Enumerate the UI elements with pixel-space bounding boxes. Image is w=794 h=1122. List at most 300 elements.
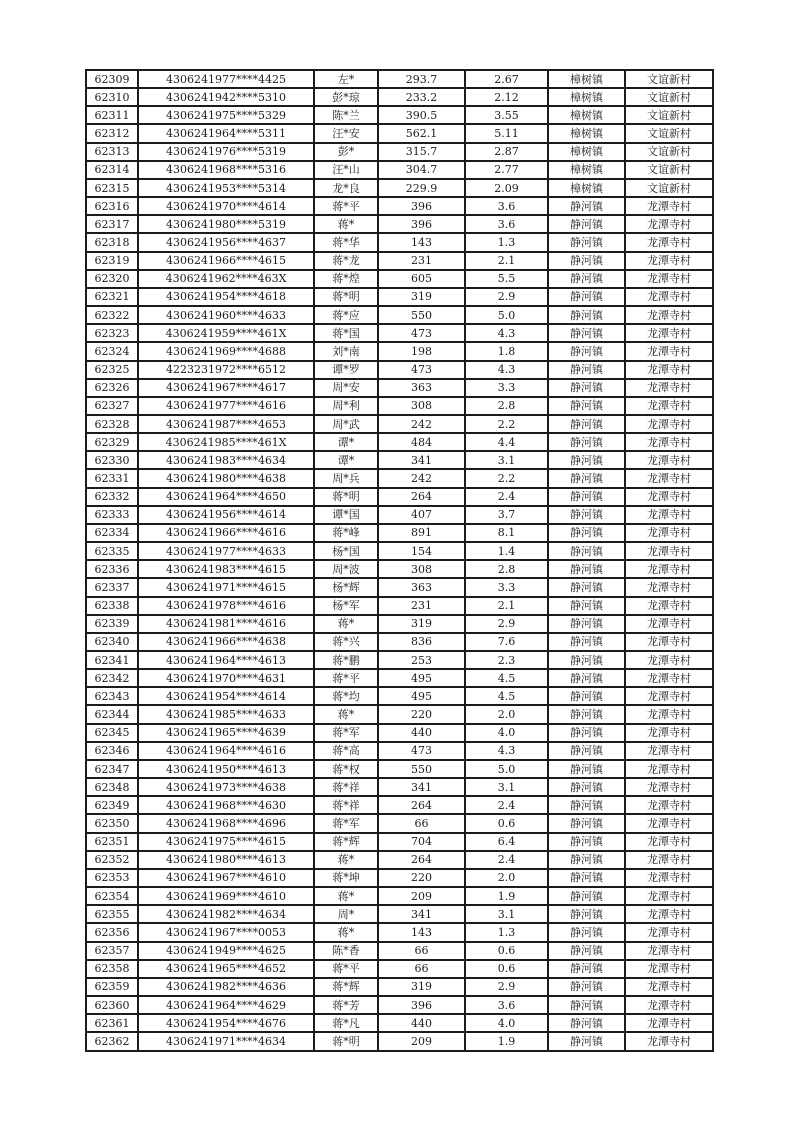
amount-cell: 495 bbox=[378, 669, 465, 687]
amount-cell: 473 bbox=[378, 742, 465, 760]
area-cell: 8.1 bbox=[465, 524, 548, 542]
table-row bbox=[86, 106, 713, 124]
amount-cell: 209 bbox=[378, 1032, 465, 1051]
serial-number-cell: 62330 bbox=[86, 451, 138, 469]
area-cell: 2.87 bbox=[465, 143, 548, 161]
village-cell: 龙潭寺村 bbox=[625, 270, 713, 288]
village-cell: 龙潭寺村 bbox=[625, 197, 713, 215]
town-cell: 静河镇 bbox=[548, 796, 625, 814]
amount-cell: 484 bbox=[378, 433, 465, 451]
amount-cell: 209 bbox=[378, 887, 465, 905]
masked-id-cell: 4306241967****4617 bbox=[138, 379, 314, 397]
village-cell: 文谊新村 bbox=[625, 106, 713, 124]
name-cell: 蒋*平 bbox=[314, 197, 378, 215]
name-cell: 蒋*华 bbox=[314, 233, 378, 251]
village-cell: 龙潭寺村 bbox=[625, 324, 713, 342]
town-cell: 樟树镇 bbox=[548, 161, 625, 179]
area-cell: 2.67 bbox=[465, 70, 548, 88]
village-cell: 龙潭寺村 bbox=[625, 814, 713, 832]
serial-number-cell: 62355 bbox=[86, 905, 138, 923]
table-row bbox=[86, 742, 713, 760]
table-row bbox=[86, 597, 713, 615]
name-cell: 蒋*明 bbox=[314, 1032, 378, 1051]
table-row bbox=[86, 687, 713, 705]
town-cell: 樟树镇 bbox=[548, 143, 625, 161]
serial-number-cell: 62359 bbox=[86, 978, 138, 996]
masked-id-cell: 4306241942****5310 bbox=[138, 88, 314, 106]
table-row bbox=[86, 524, 713, 542]
serial-number-cell: 62341 bbox=[86, 651, 138, 669]
name-cell: 左* bbox=[314, 70, 378, 88]
amount-cell: 605 bbox=[378, 270, 465, 288]
serial-number-cell: 62314 bbox=[86, 161, 138, 179]
name-cell: 汪*安 bbox=[314, 124, 378, 142]
village-cell: 龙潭寺村 bbox=[625, 379, 713, 397]
serial-number-cell: 62336 bbox=[86, 560, 138, 578]
area-cell: 3.6 bbox=[465, 996, 548, 1014]
area-cell: 3.1 bbox=[465, 778, 548, 796]
village-cell: 龙潭寺村 bbox=[625, 469, 713, 487]
name-cell: 蒋*平 bbox=[314, 960, 378, 978]
name-cell: 蒋*芳 bbox=[314, 996, 378, 1014]
serial-number-cell: 62325 bbox=[86, 361, 138, 379]
serial-number-cell: 62309 bbox=[86, 70, 138, 88]
village-cell: 龙潭寺村 bbox=[625, 415, 713, 433]
serial-number-cell: 62339 bbox=[86, 615, 138, 633]
amount-cell: 264 bbox=[378, 488, 465, 506]
name-cell: 蒋*龙 bbox=[314, 252, 378, 270]
town-cell: 静河镇 bbox=[548, 578, 625, 596]
area-cell: 2.8 bbox=[465, 560, 548, 578]
serial-number-cell: 62333 bbox=[86, 506, 138, 524]
amount-cell: 143 bbox=[378, 233, 465, 251]
village-cell: 文谊新村 bbox=[625, 143, 713, 161]
area-cell: 2.12 bbox=[465, 88, 548, 106]
masked-id-cell: 4306241983****4634 bbox=[138, 451, 314, 469]
amount-cell: 264 bbox=[378, 796, 465, 814]
area-cell: 2.9 bbox=[465, 288, 548, 306]
name-cell: 蒋*凡 bbox=[314, 1014, 378, 1032]
table-row bbox=[86, 197, 713, 215]
amount-cell: 143 bbox=[378, 923, 465, 941]
town-cell: 静河镇 bbox=[548, 506, 625, 524]
table-row bbox=[86, 851, 713, 869]
table-row bbox=[86, 379, 713, 397]
name-cell: 蒋*辉 bbox=[314, 978, 378, 996]
amount-cell: 440 bbox=[378, 1014, 465, 1032]
name-cell: 蒋*坤 bbox=[314, 869, 378, 887]
masked-id-cell: 4306241971****4615 bbox=[138, 578, 314, 596]
area-cell: 2.2 bbox=[465, 469, 548, 487]
serial-number-cell: 62360 bbox=[86, 996, 138, 1014]
name-cell: 蒋* bbox=[314, 887, 378, 905]
name-cell: 蒋*峰 bbox=[314, 524, 378, 542]
name-cell: 刘*南 bbox=[314, 342, 378, 360]
area-cell: 2.09 bbox=[465, 179, 548, 197]
records-table-body bbox=[86, 70, 713, 1051]
masked-id-cell: 4306241983****4615 bbox=[138, 560, 314, 578]
amount-cell: 66 bbox=[378, 960, 465, 978]
masked-id-cell: 4306241987****4653 bbox=[138, 415, 314, 433]
name-cell: 蒋*高 bbox=[314, 742, 378, 760]
serial-number-cell: 62338 bbox=[86, 597, 138, 615]
table-row bbox=[86, 143, 713, 161]
serial-number-cell: 62353 bbox=[86, 869, 138, 887]
table-row bbox=[86, 760, 713, 778]
table-row bbox=[86, 960, 713, 978]
masked-id-cell: 4306241980****4613 bbox=[138, 851, 314, 869]
town-cell: 静河镇 bbox=[548, 342, 625, 360]
town-cell: 静河镇 bbox=[548, 361, 625, 379]
table-row bbox=[86, 996, 713, 1014]
masked-id-cell: 4306241969****4688 bbox=[138, 342, 314, 360]
amount-cell: 704 bbox=[378, 833, 465, 851]
masked-id-cell: 4306241967****0053 bbox=[138, 923, 314, 941]
name-cell: 蒋*明 bbox=[314, 288, 378, 306]
serial-number-cell: 62317 bbox=[86, 215, 138, 233]
village-cell: 龙潭寺村 bbox=[625, 288, 713, 306]
masked-id-cell: 4306241982****4634 bbox=[138, 905, 314, 923]
village-cell: 文谊新村 bbox=[625, 161, 713, 179]
masked-id-cell: 4306241964****4616 bbox=[138, 742, 314, 760]
table-row bbox=[86, 633, 713, 651]
village-cell: 龙潭寺村 bbox=[625, 705, 713, 723]
village-cell: 文谊新村 bbox=[625, 179, 713, 197]
area-cell: 5.5 bbox=[465, 270, 548, 288]
village-cell: 龙潭寺村 bbox=[625, 687, 713, 705]
village-cell: 龙潭寺村 bbox=[625, 724, 713, 742]
name-cell: 谭*国 bbox=[314, 506, 378, 524]
table-row bbox=[86, 70, 713, 88]
amount-cell: 242 bbox=[378, 415, 465, 433]
amount-cell: 242 bbox=[378, 469, 465, 487]
village-cell: 龙潭寺村 bbox=[625, 1014, 713, 1032]
name-cell: 杨*国 bbox=[314, 542, 378, 560]
table-row bbox=[86, 814, 713, 832]
table-row bbox=[86, 560, 713, 578]
town-cell: 静河镇 bbox=[548, 760, 625, 778]
amount-cell: 231 bbox=[378, 252, 465, 270]
name-cell: 陈*香 bbox=[314, 942, 378, 960]
serial-number-cell: 62321 bbox=[86, 288, 138, 306]
masked-id-cell: 4306241980****5319 bbox=[138, 215, 314, 233]
table-row bbox=[86, 705, 713, 723]
name-cell: 蒋*均 bbox=[314, 687, 378, 705]
town-cell: 静河镇 bbox=[548, 905, 625, 923]
masked-id-cell: 4306241953****5314 bbox=[138, 179, 314, 197]
amount-cell: 341 bbox=[378, 905, 465, 923]
village-cell: 龙潭寺村 bbox=[625, 778, 713, 796]
serial-number-cell: 62322 bbox=[86, 306, 138, 324]
town-cell: 静河镇 bbox=[548, 469, 625, 487]
village-cell: 文谊新村 bbox=[625, 88, 713, 106]
serial-number-cell: 62340 bbox=[86, 633, 138, 651]
town-cell: 樟树镇 bbox=[548, 88, 625, 106]
serial-number-cell: 62326 bbox=[86, 379, 138, 397]
village-cell: 龙潭寺村 bbox=[625, 651, 713, 669]
serial-number-cell: 62349 bbox=[86, 796, 138, 814]
serial-number-cell: 62310 bbox=[86, 88, 138, 106]
name-cell: 汪*山 bbox=[314, 161, 378, 179]
serial-number-cell: 62343 bbox=[86, 687, 138, 705]
amount-cell: 220 bbox=[378, 869, 465, 887]
village-cell: 龙潭寺村 bbox=[625, 252, 713, 270]
masked-id-cell: 4306241982****4636 bbox=[138, 978, 314, 996]
amount-cell: 253 bbox=[378, 651, 465, 669]
amount-cell: 304.7 bbox=[378, 161, 465, 179]
area-cell: 5.0 bbox=[465, 760, 548, 778]
table-row bbox=[86, 252, 713, 270]
town-cell: 静河镇 bbox=[548, 415, 625, 433]
records-table bbox=[85, 69, 714, 1052]
serial-number-cell: 62320 bbox=[86, 270, 138, 288]
masked-id-cell: 4306241962****463X bbox=[138, 270, 314, 288]
village-cell: 龙潭寺村 bbox=[625, 306, 713, 324]
masked-id-cell: 4306241985****461X bbox=[138, 433, 314, 451]
area-cell: 4.3 bbox=[465, 742, 548, 760]
masked-id-cell: 4306241978****4616 bbox=[138, 597, 314, 615]
town-cell: 静河镇 bbox=[548, 705, 625, 723]
area-cell: 3.6 bbox=[465, 215, 548, 233]
masked-id-cell: 4306241966****4616 bbox=[138, 524, 314, 542]
table-row bbox=[86, 796, 713, 814]
masked-id-cell: 4306241964****4650 bbox=[138, 488, 314, 506]
masked-id-cell: 4306241970****4614 bbox=[138, 197, 314, 215]
village-cell: 文谊新村 bbox=[625, 70, 713, 88]
amount-cell: 407 bbox=[378, 506, 465, 524]
masked-id-cell: 4306241970****4631 bbox=[138, 669, 314, 687]
village-cell: 龙潭寺村 bbox=[625, 996, 713, 1014]
amount-cell: 396 bbox=[378, 197, 465, 215]
table-row bbox=[86, 506, 713, 524]
village-cell: 龙潭寺村 bbox=[625, 942, 713, 960]
serial-number-cell: 62311 bbox=[86, 106, 138, 124]
serial-number-cell: 62346 bbox=[86, 742, 138, 760]
amount-cell: 396 bbox=[378, 215, 465, 233]
area-cell: 4.0 bbox=[465, 724, 548, 742]
town-cell: 静河镇 bbox=[548, 451, 625, 469]
name-cell: 蒋*应 bbox=[314, 306, 378, 324]
amount-cell: 198 bbox=[378, 342, 465, 360]
town-cell: 静河镇 bbox=[548, 742, 625, 760]
masked-id-cell: 4306241964****5311 bbox=[138, 124, 314, 142]
area-cell: 1.9 bbox=[465, 887, 548, 905]
area-cell: 2.8 bbox=[465, 397, 548, 415]
town-cell: 静河镇 bbox=[548, 814, 625, 832]
amount-cell: 231 bbox=[378, 597, 465, 615]
area-cell: 3.1 bbox=[465, 905, 548, 923]
town-cell: 静河镇 bbox=[548, 633, 625, 651]
masked-id-cell: 4306241956****4637 bbox=[138, 233, 314, 251]
town-cell: 静河镇 bbox=[548, 215, 625, 233]
table-row bbox=[86, 869, 713, 887]
village-cell: 龙潭寺村 bbox=[625, 451, 713, 469]
masked-id-cell: 4306241980****4638 bbox=[138, 469, 314, 487]
town-cell: 静河镇 bbox=[548, 270, 625, 288]
name-cell: 蒋* bbox=[314, 615, 378, 633]
village-cell: 龙潭寺村 bbox=[625, 851, 713, 869]
name-cell: 周*安 bbox=[314, 379, 378, 397]
town-cell: 静河镇 bbox=[548, 851, 625, 869]
amount-cell: 473 bbox=[378, 324, 465, 342]
table-row bbox=[86, 124, 713, 142]
serial-number-cell: 62350 bbox=[86, 814, 138, 832]
serial-number-cell: 62318 bbox=[86, 233, 138, 251]
area-cell: 2.9 bbox=[465, 978, 548, 996]
town-cell: 静河镇 bbox=[548, 597, 625, 615]
masked-id-cell: 4306241971****4634 bbox=[138, 1032, 314, 1051]
area-cell: 4.3 bbox=[465, 361, 548, 379]
serial-number-cell: 62315 bbox=[86, 179, 138, 197]
name-cell: 蒋*明 bbox=[314, 488, 378, 506]
name-cell: 周*利 bbox=[314, 397, 378, 415]
name-cell: 蒋*军 bbox=[314, 724, 378, 742]
table-row bbox=[86, 88, 713, 106]
town-cell: 樟树镇 bbox=[548, 179, 625, 197]
village-cell: 龙潭寺村 bbox=[625, 342, 713, 360]
table-row bbox=[86, 306, 713, 324]
masked-id-cell: 4223231972****6512 bbox=[138, 361, 314, 379]
town-cell: 静河镇 bbox=[548, 833, 625, 851]
town-cell: 静河镇 bbox=[548, 524, 625, 542]
amount-cell: 341 bbox=[378, 451, 465, 469]
town-cell: 静河镇 bbox=[548, 996, 625, 1014]
village-cell: 龙潭寺村 bbox=[625, 923, 713, 941]
area-cell: 7.6 bbox=[465, 633, 548, 651]
area-cell: 3.7 bbox=[465, 506, 548, 524]
village-cell: 龙潭寺村 bbox=[625, 597, 713, 615]
area-cell: 4.0 bbox=[465, 1014, 548, 1032]
table-row bbox=[86, 451, 713, 469]
name-cell: 蒋*祥 bbox=[314, 796, 378, 814]
table-row bbox=[86, 669, 713, 687]
serial-number-cell: 62348 bbox=[86, 778, 138, 796]
table-row bbox=[86, 233, 713, 251]
masked-id-cell: 4306241954****4676 bbox=[138, 1014, 314, 1032]
masked-id-cell: 4306241985****4633 bbox=[138, 705, 314, 723]
area-cell: 2.4 bbox=[465, 851, 548, 869]
area-cell: 3.1 bbox=[465, 451, 548, 469]
name-cell: 陈*兰 bbox=[314, 106, 378, 124]
village-cell: 龙潭寺村 bbox=[625, 560, 713, 578]
serial-number-cell: 62344 bbox=[86, 705, 138, 723]
village-cell: 龙潭寺村 bbox=[625, 633, 713, 651]
town-cell: 静河镇 bbox=[548, 978, 625, 996]
table-row bbox=[86, 833, 713, 851]
masked-id-cell: 4306241973****4638 bbox=[138, 778, 314, 796]
area-cell: 2.0 bbox=[465, 869, 548, 887]
name-cell: 谭*罗 bbox=[314, 361, 378, 379]
table-row bbox=[86, 1032, 713, 1051]
village-cell: 龙潭寺村 bbox=[625, 796, 713, 814]
masked-id-cell: 4306241950****4613 bbox=[138, 760, 314, 778]
table-row bbox=[86, 342, 713, 360]
serial-number-cell: 62354 bbox=[86, 887, 138, 905]
name-cell: 周*兵 bbox=[314, 469, 378, 487]
amount-cell: 390.5 bbox=[378, 106, 465, 124]
masked-id-cell: 4306241981****4616 bbox=[138, 615, 314, 633]
area-cell: 4.5 bbox=[465, 687, 548, 705]
serial-number-cell: 62332 bbox=[86, 488, 138, 506]
masked-id-cell: 4306241977****4616 bbox=[138, 397, 314, 415]
village-cell: 龙潭寺村 bbox=[625, 524, 713, 542]
name-cell: 蒋*国 bbox=[314, 324, 378, 342]
name-cell: 蒋*平 bbox=[314, 669, 378, 687]
area-cell: 1.9 bbox=[465, 1032, 548, 1051]
serial-number-cell: 62337 bbox=[86, 578, 138, 596]
area-cell: 1.3 bbox=[465, 233, 548, 251]
masked-id-cell: 4306241954****4618 bbox=[138, 288, 314, 306]
town-cell: 静河镇 bbox=[548, 1032, 625, 1051]
masked-id-cell: 4306241959****461X bbox=[138, 324, 314, 342]
masked-id-cell: 4306241975****4615 bbox=[138, 833, 314, 851]
area-cell: 2.4 bbox=[465, 796, 548, 814]
serial-number-cell: 62351 bbox=[86, 833, 138, 851]
serial-number-cell: 62356 bbox=[86, 923, 138, 941]
amount-cell: 220 bbox=[378, 705, 465, 723]
area-cell: 1.8 bbox=[465, 342, 548, 360]
name-cell: 蒋*兴 bbox=[314, 633, 378, 651]
village-cell: 龙潭寺村 bbox=[625, 742, 713, 760]
town-cell: 静河镇 bbox=[548, 288, 625, 306]
table-row bbox=[86, 270, 713, 288]
area-cell: 5.11 bbox=[465, 124, 548, 142]
amount-cell: 363 bbox=[378, 379, 465, 397]
village-cell: 文谊新村 bbox=[625, 124, 713, 142]
area-cell: 3.3 bbox=[465, 379, 548, 397]
town-cell: 静河镇 bbox=[548, 560, 625, 578]
area-cell: 2.1 bbox=[465, 597, 548, 615]
masked-id-cell: 4306241967****4610 bbox=[138, 869, 314, 887]
name-cell: 谭* bbox=[314, 451, 378, 469]
town-cell: 静河镇 bbox=[548, 651, 625, 669]
area-cell: 4.3 bbox=[465, 324, 548, 342]
table-row bbox=[86, 469, 713, 487]
name-cell: 蒋*军 bbox=[314, 814, 378, 832]
amount-cell: 319 bbox=[378, 615, 465, 633]
town-cell: 静河镇 bbox=[548, 942, 625, 960]
table-row bbox=[86, 433, 713, 451]
area-cell: 2.2 bbox=[465, 415, 548, 433]
table-row bbox=[86, 215, 713, 233]
name-cell: 龙*良 bbox=[314, 179, 378, 197]
amount-cell: 154 bbox=[378, 542, 465, 560]
town-cell: 静河镇 bbox=[548, 306, 625, 324]
masked-id-cell: 4306241969****4610 bbox=[138, 887, 314, 905]
serial-number-cell: 62335 bbox=[86, 542, 138, 560]
area-cell: 3.55 bbox=[465, 106, 548, 124]
village-cell: 龙潭寺村 bbox=[625, 760, 713, 778]
serial-number-cell: 62312 bbox=[86, 124, 138, 142]
masked-id-cell: 4306241966****4638 bbox=[138, 633, 314, 651]
name-cell: 蒋*权 bbox=[314, 760, 378, 778]
serial-number-cell: 62327 bbox=[86, 397, 138, 415]
table-row bbox=[86, 905, 713, 923]
area-cell: 2.4 bbox=[465, 488, 548, 506]
town-cell: 静河镇 bbox=[548, 724, 625, 742]
town-cell: 静河镇 bbox=[548, 887, 625, 905]
amount-cell: 319 bbox=[378, 288, 465, 306]
village-cell: 龙潭寺村 bbox=[625, 506, 713, 524]
masked-id-cell: 4306241975****5329 bbox=[138, 106, 314, 124]
amount-cell: 891 bbox=[378, 524, 465, 542]
table-row bbox=[86, 361, 713, 379]
town-cell: 静河镇 bbox=[548, 488, 625, 506]
amount-cell: 66 bbox=[378, 942, 465, 960]
masked-id-cell: 4306241949****4625 bbox=[138, 942, 314, 960]
table-row bbox=[86, 887, 713, 905]
amount-cell: 315.7 bbox=[378, 143, 465, 161]
